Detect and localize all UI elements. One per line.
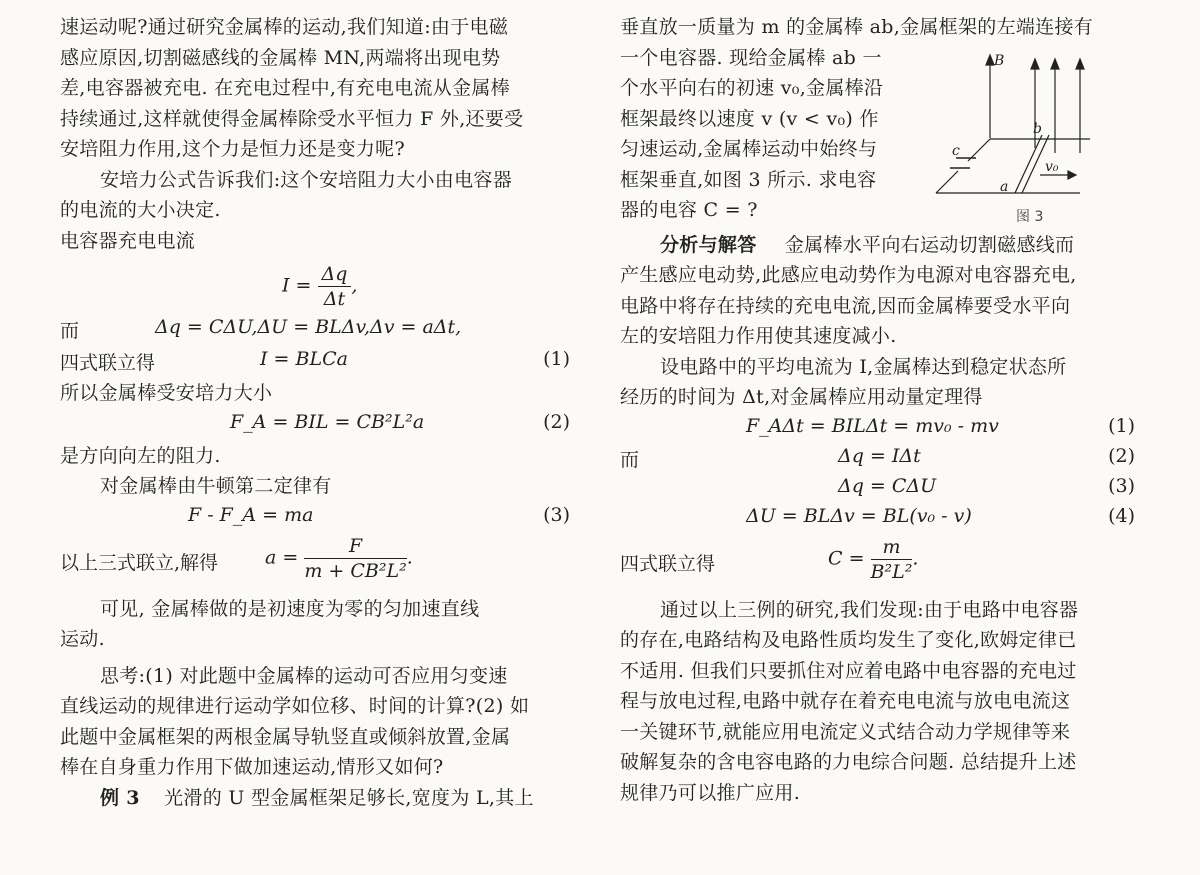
equation-acceleration [60,534,575,588]
eq-lhs: I = [282,274,312,297]
text-line: 设电路中的平均电流为 I,金属棒达到稳定状态所 [660,355,1067,378]
eq-number: (4) [1108,504,1135,527]
eq-expr: F_AΔt = BILΔt = mv₀ - mv [746,414,999,437]
text-line: 一个电容器. 现给金属棒 ab 一 [620,46,882,69]
text-line: 电容器充电电流 [60,229,196,252]
equation-relations [60,314,575,346]
frac-numerator: Δq [318,262,352,287]
eq-expr: F_A = BIL = CB²L²a [230,410,425,433]
right-equation-1 [620,413,1140,443]
arrow-head [1076,59,1084,69]
text-line: 棒在自身重力作用下做加速运动,情形又如何? [60,756,444,778]
eq-expr: I = BLCa [260,348,348,370]
text-line: 器的电容 C = ? [620,199,758,221]
eq-number: (3) [543,503,570,526]
equation-3 [60,502,575,534]
equation-1 [60,346,575,378]
eq-label: 而 [60,320,80,342]
eq-number: (1) [543,348,570,370]
label-v0: v₀ [1045,158,1059,175]
label-a: a [1000,178,1009,195]
label-c: c [952,142,960,159]
text-line: 可见, 金属棒做的是初速度为零的匀加速直线 [100,597,480,620]
figure-side-text [620,43,920,226]
eq-tail: . [912,547,919,569]
text-line: 经历的时间为 Δt,对金属棒应用动量定理得 [620,386,983,408]
eq-expr: ΔU = BLΔv = BL(v₀ - v) [746,504,972,527]
eq-label: 以上三式联立,解得 [60,551,219,574]
label-b: b [1033,120,1042,137]
example-3-heading [60,783,575,814]
frac-denominator: B²L² [870,560,913,583]
text-line: 匀速运动,金属棒运动中始终与 [620,138,878,160]
text-line: 不适用. 但我们只要抓住对应着电路中电容器的充电过 [620,659,1077,682]
text-line: 的存在,电路结构及电路性质均发生了变化,欧姆定律已 [620,629,1077,651]
eq-label: 而 [620,448,640,471]
eq-label: 四式联立得 [60,352,156,374]
right-equation-2 [620,443,1140,473]
text-line: 是方向向左的阻力. [60,444,221,467]
magnetic-field-lines [986,52,1084,153]
eq-expr: Δq = CΔU,ΔU = BLΔv,Δv = aΔt, [155,316,462,338]
fraction [318,262,352,311]
text-line: 通过以上三例的研究,我们发现:由于电路中电容器 [660,598,1079,621]
figure-block [620,43,1140,226]
text-line: 左的安培阻力作用使其速度减小. [620,325,897,347]
right-equation-4 [620,503,1140,535]
text-line: 运动. [60,628,105,650]
text-line: 框架垂直,如图 3 所示. 求电容 [620,168,877,191]
analysis-heading [620,230,1140,261]
text-line: 一关键环节,就能应用电流定义式结合动力学规律等来 [620,720,1071,743]
frac-denominator: Δt [323,288,346,310]
left-column [60,12,575,813]
arrow-head [986,55,994,65]
figure-caption: 图 3 [1016,208,1044,225]
equation-current [60,256,575,314]
frac-numerator: m [871,535,913,560]
example-label: 例 3 [100,786,140,809]
text-line: 直线运动的规律进行运动学如位移、时间的计算?(2) 如 [60,695,530,717]
label-B: B [994,52,1005,69]
text-line: 的电流的大小决定. [60,199,221,221]
metal-rod-ab [1015,135,1049,193]
equation-2 [60,409,575,441]
right-equation-3 [620,473,1140,503]
fraction [871,535,913,584]
arrow-head [1051,59,1059,69]
eq-label: 四式联立得 [620,552,716,575]
right-equation-capacitance [620,535,1140,595]
eq-lhs: a = [265,546,299,568]
text-line: 安培阻力作用,这个力是恒力还是变力呢? [60,138,405,160]
eq-tail: , [351,274,358,297]
example-text: 光滑的 U 型金属框架足够长,宽度为 L,其上 [164,786,534,809]
arrow-head [1031,59,1039,69]
text-line: 所以金属棒受安培力大小 [60,382,273,404]
eq-expr: Δq = IΔt [838,444,921,467]
text-line: 产生感应电动势,此感应电动势作为电源对电容器充电, [620,264,1077,286]
fraction [304,534,406,583]
figure-3-diagram [930,43,1150,226]
left-edge-lower [936,171,958,193]
text-line: 电路中将存在持续的充电电流,因而金属棒要受水平向 [620,294,1071,317]
analysis-text: 金属棒水平向右运动切割磁感线而 [784,233,1075,256]
eq-number: (2) [1108,444,1135,467]
frac-denominator: m + CB²L² [304,559,407,582]
text-line: 垂直放一质量为 m 的金属棒 ab,金属框架的左端连接有 [620,16,1094,38]
text-line: 思考:(1) 对此题中金属棒的运动可否应用匀变速 [100,664,508,687]
eq-tail: . [406,546,413,568]
text-line: 对金属棒由牛顿第二定律有 [100,475,332,497]
frac-numerator: F [304,534,406,559]
eq-number: (1) [1108,414,1135,437]
text-line: 个水平向右的初速 v₀,金属棒沿 [620,77,884,99]
text-line: 此题中金属框架的两根金属导轨竖直或倾斜放置,金属 [60,725,511,748]
text-line: 差,电容器被充电. 在充电过程中,有充电电流从金属棒 [60,77,510,99]
eq-number: (3) [1108,474,1135,497]
text-line: 框架最终以速度 v (v < v₀) 作 [620,107,879,130]
analysis-label: 分析与解答 [660,233,757,256]
text-line: 程与放电过程,电路中就存在着充电电流与放电电流这 [620,690,1071,712]
text-line: 安培力公式告诉我们:这个安培阻力大小由电容器 [100,168,513,191]
eq-expr: F - F_A = ma [188,503,314,526]
text-line: 破解复杂的含电容电路的力电综合问题. 总结提升上述 [620,751,1077,773]
text-line: 规律乃可以推广应用. [620,781,801,804]
text-line: 速运动呢?通过研究金属棒的运动,我们知道:由于电磁 [60,16,509,38]
eq-number: (2) [543,410,570,433]
text-line: 感应原因,切割磁感线的金属棒 MN,两端将出现电势 [60,46,501,69]
text-line: 持续通过,这样就使得金属棒除受水平恒力 F 外,还要受 [60,107,524,130]
eq-lhs: C = [828,547,865,569]
right-column [620,12,1140,808]
eq-expr: Δq = CΔU [838,474,937,497]
